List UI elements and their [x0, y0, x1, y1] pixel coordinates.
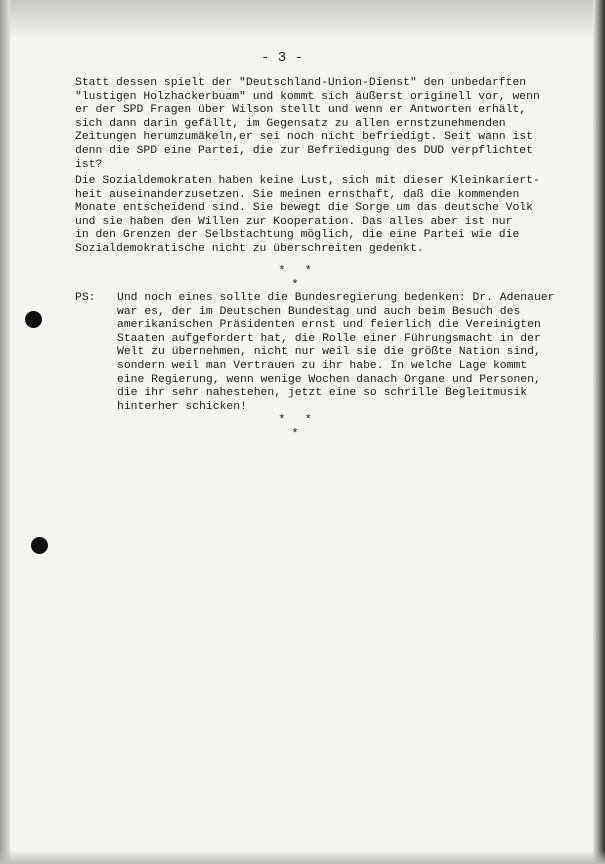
scan-edge-left	[0, 0, 10, 864]
section-separator-2: * * *	[278, 413, 318, 441]
scan-edge-right	[593, 0, 605, 864]
punch-hole-lower	[31, 537, 48, 554]
postscript-label: PS:	[75, 292, 96, 304]
punch-hole-upper	[25, 311, 42, 328]
paragraph-dud-criticism: Statt dessen spielt der "Deutschland-Union-Dienst" den unbedarften "lustigen Holzhackerbuam" und kommt sich äußerst originell vor, wenn er der SPD Fragen über Wilson stellt und wenn er Antworten erhält, sich dann darin gefällt, im Gegensatz zu allen ernstzunehmenden Zeitungen herumzumäkeln,er sei noch nicht befriedigt. Seit wann ist denn die SPD eine Partei, die zur Befriedigung des DUD verpflichtet ist?	[75, 77, 540, 171]
scan-edge-top	[0, 0, 605, 40]
paragraph-social-democrats: Die Sozialdemokraten haben keine Lust, sich mit dieser Kleinkariert- heit auseinanderzusetzen. Sie meinen ernsthaft, daß die kommenden Monate entscheidend sind. Sie bewegt die Sorge um das deutsche Volk und sie haben den Willen zur Kooperation. Das alles aber ist nur in den Grenzen der Selbstachtung möglich, die eine Partei wie die Sozialdemokratische nicht zu überschreiten gedenkt.	[75, 175, 540, 255]
section-separator-1: * * *	[278, 264, 318, 292]
scan-edge-bottom	[0, 850, 605, 864]
page-number: - 3 -	[260, 50, 303, 66]
postscript-text: Und noch eines sollte die Bundesregierung bedenken: Dr. Adenauer war es, der im Deutschen Bundestag und auch beim Besuch des amerikanischen Präsidenten ernst und feierlich die Vereinigten Staaten aufgefordert hat, die Rolle einer Führungsmacht in der Welt zu übernehmen, nicht nur weil sie die größte Nation sind, sondern weil man Vertrauen zu ihr habe. In welche Lage kommt eine Regierung, wenn wenige Wochen danach Organe und Personen, die ihr sehr nahestehen, jetzt eine so schrille Begleitmusik hinterher schicken!	[117, 292, 555, 413]
